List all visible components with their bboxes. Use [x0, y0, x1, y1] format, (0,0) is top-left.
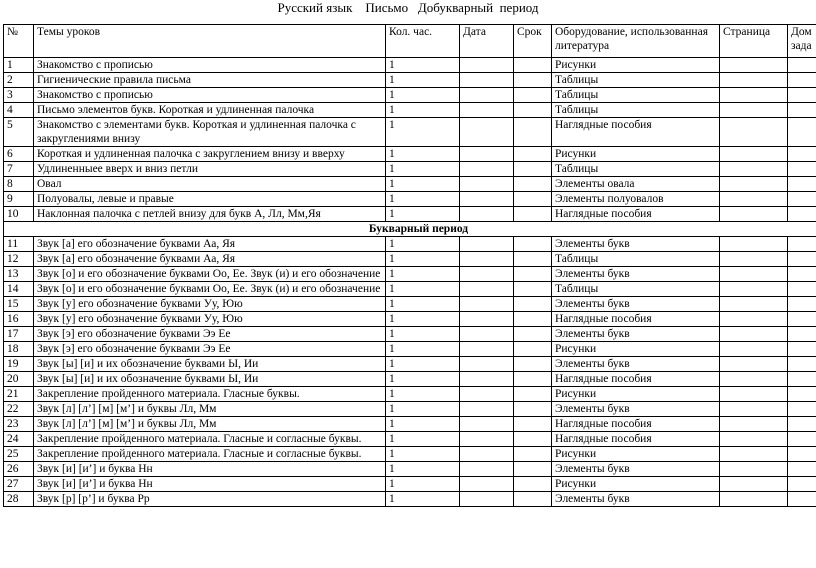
- row-homework: [788, 417, 816, 432]
- row-hours: 1: [386, 88, 460, 103]
- table-row: [4, 58, 816, 73]
- row-deadline: [514, 177, 552, 192]
- row-topic: Звук [э] его обозначение буквами Ээ Ее: [34, 342, 386, 357]
- row-topic: Звук [л] [л’] [м] [м’] и буквы Лл, Мм: [34, 402, 386, 417]
- row-equipment: Таблицы: [552, 103, 720, 118]
- row-deadline: [514, 387, 552, 402]
- row-equipment: Элементы букв: [552, 267, 720, 282]
- row-date: [460, 192, 514, 207]
- row-topic: Гигиенические правила письма: [34, 73, 386, 88]
- table-row: [4, 147, 816, 162]
- row-homework: [788, 58, 816, 73]
- row-equipment: Элементы букв: [552, 462, 720, 477]
- row-number: 7: [4, 162, 34, 177]
- col-deadline-header: Срок: [514, 25, 552, 58]
- row-hours: 1: [386, 342, 460, 357]
- table-row: [4, 192, 816, 207]
- row-number: 13: [4, 267, 34, 282]
- row-deadline: [514, 327, 552, 342]
- row-page: [720, 162, 788, 177]
- row-equipment: Элементы букв: [552, 327, 720, 342]
- col-number-header: №: [4, 25, 34, 58]
- row-date: [460, 118, 514, 147]
- row-topic: Звук [э] его обозначение буквами Ээ Ее: [34, 327, 386, 342]
- row-topic: Письмо элементов букв. Короткая и удлиненная палочка: [34, 103, 386, 118]
- row-hours: 1: [386, 147, 460, 162]
- row-homework: [788, 297, 816, 312]
- row-number: 6: [4, 147, 34, 162]
- row-equipment: Наглядные пособия: [552, 207, 720, 222]
- row-equipment: Элементы букв: [552, 237, 720, 252]
- table-row: [4, 237, 816, 252]
- row-number: 22: [4, 402, 34, 417]
- row-date: [460, 462, 514, 477]
- row-number: 25: [4, 447, 34, 462]
- row-deadline: [514, 237, 552, 252]
- row-page: [720, 297, 788, 312]
- row-equipment: Рисунки: [552, 58, 720, 73]
- row-equipment: Рисунки: [552, 447, 720, 462]
- row-date: [460, 207, 514, 222]
- row-equipment: Таблицы: [552, 73, 720, 88]
- row-number: 24: [4, 432, 34, 447]
- row-number: 21: [4, 387, 34, 402]
- row-page: [720, 372, 788, 387]
- header-row: [4, 25, 816, 58]
- col-homework-header: [788, 25, 816, 58]
- row-date: [460, 267, 514, 282]
- row-topic: Звук [о] и его обозначение буквами Оо, Ее. Звук (и) и его обозначение: [34, 282, 386, 297]
- row-hours: 1: [386, 58, 460, 73]
- row-date: [460, 237, 514, 252]
- row-topic: Звук [ы] [и] и их обозначение буквами Ы, Ии: [34, 357, 386, 372]
- row-number: 20: [4, 372, 34, 387]
- row-date: [460, 432, 514, 447]
- row-number: 4: [4, 103, 34, 118]
- row-page: [720, 282, 788, 297]
- col-homework-label-2: зада: [791, 40, 812, 52]
- row-page: [720, 267, 788, 282]
- row-date: [460, 417, 514, 432]
- row-deadline: [514, 342, 552, 357]
- row-date: [460, 372, 514, 387]
- row-homework: [788, 372, 816, 387]
- row-homework: [788, 162, 816, 177]
- row-date: [460, 58, 514, 73]
- row-topic: Звук [у] его обозначение буквами Уу, Юю: [34, 297, 386, 312]
- row-date: [460, 162, 514, 177]
- table-row: [4, 207, 816, 222]
- row-number: 10: [4, 207, 34, 222]
- row-hours: 1: [386, 357, 460, 372]
- row-deadline: [514, 492, 552, 507]
- table-row: [4, 267, 816, 282]
- col-date-header: Дата: [460, 25, 514, 58]
- row-topic: Звук [у] его обозначение буквами Уу, Юю: [34, 312, 386, 327]
- row-hours: 1: [386, 118, 460, 147]
- row-number: 9: [4, 192, 34, 207]
- row-date: [460, 447, 514, 462]
- row-page: [720, 73, 788, 88]
- row-date: [460, 327, 514, 342]
- row-topic: Закрепление пройденного материала. Гласные буквы.: [34, 387, 386, 402]
- row-deadline: [514, 432, 552, 447]
- row-date: [460, 147, 514, 162]
- row-hours: 1: [386, 162, 460, 177]
- row-homework: [788, 147, 816, 162]
- row-topic: Звук [а] его обозначение буквами Аа, Яя: [34, 237, 386, 252]
- table-row: [4, 177, 816, 192]
- row-page: [720, 118, 788, 147]
- row-page: [720, 312, 788, 327]
- table-row: [4, 417, 816, 432]
- row-number: 23: [4, 417, 34, 432]
- row-equipment: Наглядные пособия: [552, 118, 720, 147]
- row-equipment: Элементы овала: [552, 177, 720, 192]
- row-date: [460, 312, 514, 327]
- row-number: 27: [4, 477, 34, 492]
- row-hours: 1: [386, 207, 460, 222]
- row-hours: 1: [386, 372, 460, 387]
- row-page: [720, 492, 788, 507]
- row-hours: 1: [386, 252, 460, 267]
- row-topic: Знакомство с прописью: [34, 58, 386, 73]
- row-number: 16: [4, 312, 34, 327]
- table-row: [4, 357, 816, 372]
- table-row: [4, 162, 816, 177]
- row-homework: [788, 267, 816, 282]
- row-deadline: [514, 267, 552, 282]
- row-deadline: [514, 58, 552, 73]
- row-date: [460, 357, 514, 372]
- row-topic: Звук [и] [и’] и буква Нн: [34, 477, 386, 492]
- table-row: [4, 432, 816, 447]
- table-row: [4, 297, 816, 312]
- row-homework: [788, 73, 816, 88]
- row-homework: [788, 357, 816, 372]
- row-hours: 1: [386, 297, 460, 312]
- row-equipment: Таблицы: [552, 88, 720, 103]
- row-equipment: Рисунки: [552, 477, 720, 492]
- row-number: 12: [4, 252, 34, 267]
- row-deadline: [514, 312, 552, 327]
- row-deadline: [514, 372, 552, 387]
- row-deadline: [514, 447, 552, 462]
- row-homework: [788, 462, 816, 477]
- row-number: 5: [4, 118, 34, 147]
- row-equipment: Таблицы: [552, 252, 720, 267]
- row-homework: [788, 342, 816, 357]
- row-homework: [788, 312, 816, 327]
- table-row: [4, 327, 816, 342]
- row-page: [720, 103, 788, 118]
- row-page: [720, 192, 788, 207]
- row-hours: 1: [386, 312, 460, 327]
- row-number: 2: [4, 73, 34, 88]
- row-homework: [788, 282, 816, 297]
- row-page: [720, 387, 788, 402]
- row-homework: [788, 252, 816, 267]
- col-page-header: Страница: [720, 25, 788, 58]
- row-homework: [788, 492, 816, 507]
- row-topic: Закрепление пройденного материала. Гласные и согласные буквы.: [34, 432, 386, 447]
- row-number: 3: [4, 88, 34, 103]
- row-hours: 1: [386, 327, 460, 342]
- row-topic: Закрепление пройденного материала. Гласные и согласные буквы.: [34, 447, 386, 462]
- row-deadline: [514, 207, 552, 222]
- row-hours: 1: [386, 417, 460, 432]
- row-date: [460, 402, 514, 417]
- row-number: 15: [4, 297, 34, 312]
- row-topic: Знакомство с элементами букв. Короткая и удлиненная палочка с закруглениями внизу: [34, 118, 386, 147]
- row-equipment: Наглядные пособия: [552, 432, 720, 447]
- row-deadline: [514, 162, 552, 177]
- row-equipment: Наглядные пособия: [552, 417, 720, 432]
- row-number: 28: [4, 492, 34, 507]
- row-equipment: Таблицы: [552, 162, 720, 177]
- table-row: [4, 103, 816, 118]
- row-topic: Наклонная палочка с петлей внизу для букв А, Лл, Мм,Яя: [34, 207, 386, 222]
- row-deadline: [514, 477, 552, 492]
- row-hours: 1: [386, 432, 460, 447]
- row-topic: Удлиненныее вверх и вниз петли: [34, 162, 386, 177]
- row-equipment: Рисунки: [552, 147, 720, 162]
- row-page: [720, 477, 788, 492]
- table-row: [4, 88, 816, 103]
- row-number: 19: [4, 357, 34, 372]
- row-page: [720, 327, 788, 342]
- row-equipment: Рисунки: [552, 387, 720, 402]
- table-row: [4, 342, 816, 357]
- section-title: Букварный период: [4, 222, 816, 237]
- row-homework: [788, 88, 816, 103]
- row-page: [720, 237, 788, 252]
- row-hours: 1: [386, 73, 460, 88]
- table-row: [4, 387, 816, 402]
- row-date: [460, 492, 514, 507]
- row-page: [720, 402, 788, 417]
- row-hours: 1: [386, 103, 460, 118]
- col-topic-header: Темы уроков: [34, 25, 386, 58]
- table-row: [4, 73, 816, 88]
- row-page: [720, 342, 788, 357]
- row-date: [460, 297, 514, 312]
- row-deadline: [514, 297, 552, 312]
- table-row: [4, 492, 816, 507]
- row-number: 8: [4, 177, 34, 192]
- row-homework: [788, 237, 816, 252]
- row-hours: 1: [386, 402, 460, 417]
- row-topic: Звук [л] [л’] [м] [м’] и буквы Лл, Мм: [34, 417, 386, 432]
- row-hours: 1: [386, 177, 460, 192]
- row-topic: Полуовалы, левые и правые: [34, 192, 386, 207]
- row-equipment: Элементы букв: [552, 297, 720, 312]
- row-page: [720, 357, 788, 372]
- row-date: [460, 177, 514, 192]
- page-title: Русский язык Письмо Добукварный период: [277, 0, 539, 15]
- row-hours: 1: [386, 447, 460, 462]
- row-date: [460, 282, 514, 297]
- table-row: [4, 282, 816, 297]
- row-number: 1: [4, 58, 34, 73]
- row-number: 18: [4, 342, 34, 357]
- row-hours: 1: [386, 192, 460, 207]
- row-equipment: Наглядные пособия: [552, 312, 720, 327]
- row-deadline: [514, 103, 552, 118]
- row-number: 11: [4, 237, 34, 252]
- row-hours: 1: [386, 462, 460, 477]
- row-page: [720, 462, 788, 477]
- row-deadline: [514, 252, 552, 267]
- row-number: 17: [4, 327, 34, 342]
- row-hours: 1: [386, 492, 460, 507]
- row-date: [460, 477, 514, 492]
- row-topic: Звук [а] его обозначение буквами Аа, Яя: [34, 252, 386, 267]
- row-page: [720, 147, 788, 162]
- row-deadline: [514, 417, 552, 432]
- row-date: [460, 103, 514, 118]
- lesson-plan-table: [3, 24, 816, 507]
- row-homework: [788, 402, 816, 417]
- row-deadline: [514, 462, 552, 477]
- row-homework: [788, 177, 816, 192]
- row-date: [460, 342, 514, 357]
- table-row: [4, 118, 816, 147]
- row-page: [720, 177, 788, 192]
- row-equipment: Наглядные пособия: [552, 372, 720, 387]
- table-row: [4, 402, 816, 417]
- row-topic: Звук [и] [и’] и буква Нн: [34, 462, 386, 477]
- row-homework: [788, 207, 816, 222]
- row-date: [460, 88, 514, 103]
- row-homework: [788, 432, 816, 447]
- row-homework: [788, 387, 816, 402]
- row-hours: 1: [386, 237, 460, 252]
- row-page: [720, 432, 788, 447]
- row-homework: [788, 103, 816, 118]
- col-homework-label-1: Дом: [791, 26, 812, 38]
- row-hours: 1: [386, 282, 460, 297]
- row-deadline: [514, 357, 552, 372]
- col-equipment-header: Оборудование, использованная литература: [552, 25, 720, 58]
- row-deadline: [514, 402, 552, 417]
- table-row: [4, 312, 816, 327]
- table-row: [4, 252, 816, 267]
- row-homework: [788, 118, 816, 147]
- section-row: [4, 222, 816, 237]
- row-homework: [788, 192, 816, 207]
- row-deadline: [514, 88, 552, 103]
- row-homework: [788, 477, 816, 492]
- row-topic: Короткая и удлиненная палочка с закруглением внизу и вверху: [34, 147, 386, 162]
- row-topic: Звук [р] [р’] и буква Рр: [34, 492, 386, 507]
- row-page: [720, 447, 788, 462]
- row-deadline: [514, 282, 552, 297]
- row-homework: [788, 447, 816, 462]
- row-deadline: [514, 192, 552, 207]
- table-row: [4, 372, 816, 387]
- row-page: [720, 58, 788, 73]
- row-homework: [788, 327, 816, 342]
- table-row: [4, 447, 816, 462]
- row-page: [720, 252, 788, 267]
- row-topic: Овал: [34, 177, 386, 192]
- row-number: 14: [4, 282, 34, 297]
- row-topic: Звук [о] и его обозначение буквами Оо, Ее. Звук (и) и его обозначение: [34, 267, 386, 282]
- table-row: [4, 462, 816, 477]
- row-equipment: Элементы букв: [552, 402, 720, 417]
- row-date: [460, 73, 514, 88]
- row-hours: 1: [386, 477, 460, 492]
- row-page: [720, 88, 788, 103]
- table-row: [4, 477, 816, 492]
- row-equipment: Таблицы: [552, 282, 720, 297]
- row-topic: Звук [ы] [и] и их обозначение буквами Ы, Ии: [34, 372, 386, 387]
- row-page: [720, 417, 788, 432]
- col-hours-header: Кол. час.: [386, 25, 460, 58]
- row-hours: 1: [386, 267, 460, 282]
- row-hours: 1: [386, 387, 460, 402]
- row-deadline: [514, 118, 552, 147]
- row-page: [720, 207, 788, 222]
- row-deadline: [514, 73, 552, 88]
- row-date: [460, 252, 514, 267]
- row-deadline: [514, 147, 552, 162]
- row-date: [460, 387, 514, 402]
- row-equipment: Элементы букв: [552, 357, 720, 372]
- row-number: 26: [4, 462, 34, 477]
- row-topic: Знакомство с прописью: [34, 88, 386, 103]
- row-equipment: Элементы полуовалов: [552, 192, 720, 207]
- row-equipment: Элементы букв: [552, 492, 720, 507]
- row-equipment: Рисунки: [552, 342, 720, 357]
